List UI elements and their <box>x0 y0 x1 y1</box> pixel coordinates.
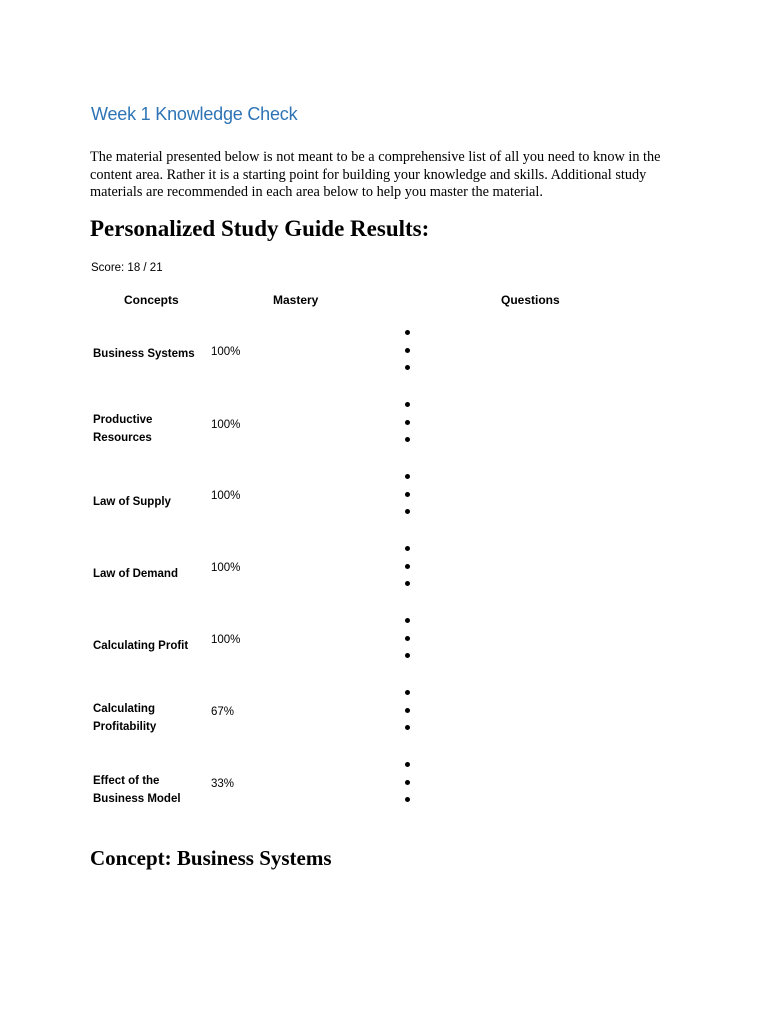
page-title: Week 1 Knowledge Check <box>91 104 298 124</box>
bullet-icon <box>405 348 410 353</box>
question-bullets <box>405 330 410 383</box>
bullet-icon <box>405 492 410 497</box>
mastery-column-header: Mastery <box>273 293 319 307</box>
results-heading: Personalized Study Guide Results: <box>90 216 430 241</box>
mastery-value: 33% <box>211 778 235 790</box>
concept-name: Calculating Profit <box>93 640 189 652</box>
score-text: Score: 18 / 21 <box>91 262 163 274</box>
bullet-icon <box>405 636 410 641</box>
bullet-icon <box>405 546 410 551</box>
bullet-icon <box>405 653 410 658</box>
mastery-value: 67% <box>211 706 235 718</box>
bullet-icon <box>405 797 410 802</box>
table-row <box>0 544 768 616</box>
questions-column-header: Questions <box>501 293 560 307</box>
bullet-icon <box>405 437 410 442</box>
table-row <box>0 688 768 760</box>
question-bullets <box>405 546 410 599</box>
bullet-icon <box>405 725 410 730</box>
question-bullets <box>405 762 410 815</box>
bullet-icon <box>405 365 410 370</box>
mastery-value: 100% <box>211 346 241 358</box>
concept-name: Effect of the Business Model <box>93 775 181 805</box>
bullet-icon <box>405 780 410 785</box>
concept-name: Business Systems <box>93 348 195 360</box>
bullet-icon <box>405 708 410 713</box>
bullet-icon <box>405 330 410 335</box>
concept-name: Productive Resources <box>93 414 153 444</box>
bullet-icon <box>405 762 410 767</box>
mastery-value: 100% <box>211 562 241 574</box>
question-bullets <box>405 402 410 455</box>
mastery-value: 100% <box>211 634 241 646</box>
bullet-icon <box>405 509 410 514</box>
concept-name: Calculating Profitability <box>93 703 157 733</box>
concept-heading: Concept: Business Systems <box>90 846 332 870</box>
question-bullets <box>405 474 410 527</box>
question-bullets <box>405 618 410 671</box>
bullet-icon <box>405 474 410 479</box>
mastery-value: 100% <box>211 419 241 431</box>
question-bullets <box>405 690 410 743</box>
mastery-value: 100% <box>211 490 241 502</box>
concept-name: Law of Supply <box>93 496 171 508</box>
concepts-column-header: Concepts <box>124 293 179 307</box>
bullet-icon <box>405 402 410 407</box>
concept-name: Law of Demand <box>93 568 178 580</box>
bullet-icon <box>405 690 410 695</box>
bullet-icon <box>405 618 410 623</box>
table-row <box>0 472 768 544</box>
table-row <box>0 328 768 400</box>
bullet-icon <box>405 581 410 586</box>
bullet-icon <box>405 420 410 425</box>
table-row <box>0 616 768 688</box>
intro-paragraph: The material presented below is not meant to be a comprehensive list of all you need to know in the content area. Rather it is a starting point for building your knowledge and skills. Additional study materials are recommended in each area below to help you master the material. <box>90 149 661 200</box>
bullet-icon <box>405 564 410 569</box>
table-row <box>0 760 768 832</box>
table-row <box>0 400 768 472</box>
